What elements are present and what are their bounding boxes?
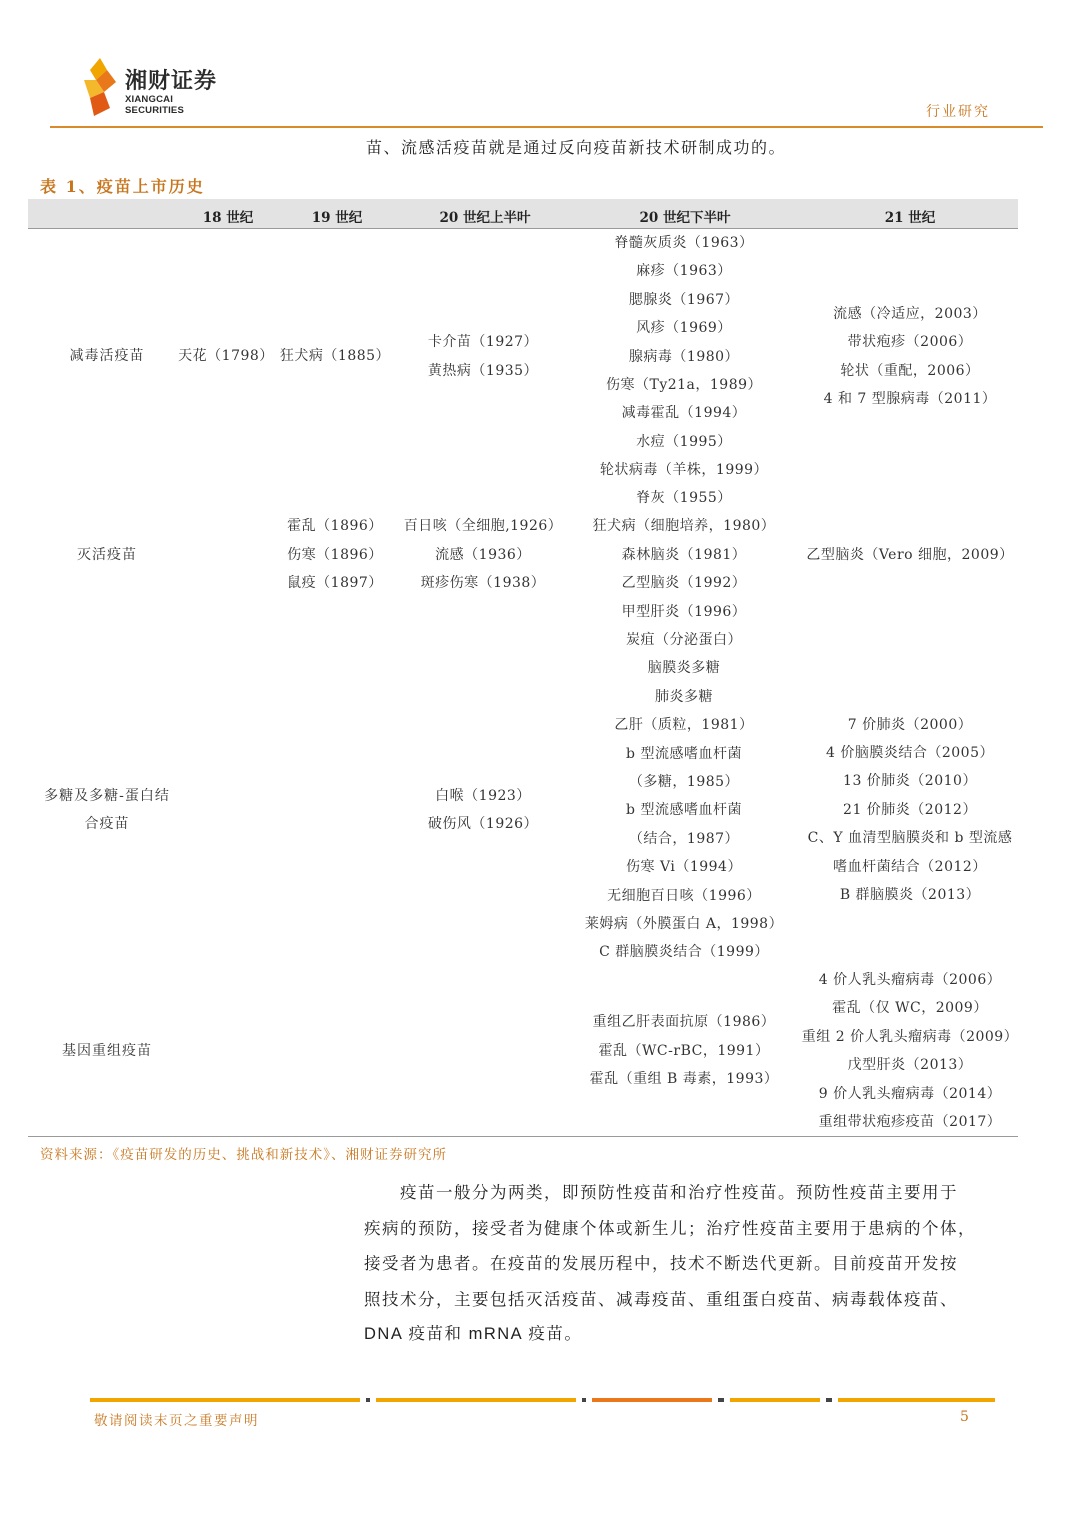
vaccine-entry: B 群脑膜炎（2013） — [839, 887, 981, 904]
vaccine-entry: 狂犬病（1885） — [279, 348, 391, 365]
vaccine-entry: 带状疱疹（2006） — [847, 334, 973, 351]
table-cell — [600, 229, 768, 485]
table-cell — [287, 512, 383, 597]
column-header-late-20th-century: 20 世纪下半叶 — [639, 210, 731, 226]
vaccine-entry: 戊型肝炎（2013） — [847, 1057, 973, 1074]
footer-decorative-bar — [90, 1398, 995, 1402]
row-label — [44, 782, 170, 839]
table-cell — [806, 541, 1013, 569]
vaccine-entry: 减毒霍乱（1994） — [621, 405, 747, 422]
page-number: 5 — [960, 1409, 969, 1425]
vaccine-entry: 腮腺炎（1967） — [628, 291, 740, 308]
vaccine-entry: 鼠疫（1897） — [287, 575, 383, 592]
vaccine-entry: 水痘（1995） — [636, 433, 732, 450]
intro-text: 苗、流感活疫苗就是通过反向疫苗新技术研制成功的。 — [366, 138, 787, 157]
vaccine-entry: 乙肝（质粒，1981） — [614, 717, 754, 734]
vaccine-entry: 腺病毒（1980） — [628, 348, 740, 365]
vaccine-entry: 霍乱（仅 WC，2009） — [832, 1000, 988, 1017]
vaccine-entry: 伤寒 Vi（1994） — [626, 859, 742, 876]
vaccine-entry: b 型流感嗜血杆菌 — [626, 802, 742, 819]
vaccine-entry: 黄热病（1935） — [427, 362, 539, 379]
vaccine-entry: 4 价脑膜炎结合（2005） — [826, 745, 994, 761]
table-cell — [585, 626, 783, 967]
table-header-row — [28, 199, 1018, 229]
header-divider — [50, 126, 1043, 128]
vaccine-entry: 重组乙肝表面抗原（1986） — [592, 1014, 776, 1031]
vaccine-entry: 9 价人乳头瘤病毒（2014） — [818, 1085, 1002, 1102]
vaccine-entry: 霍乱（1896） — [287, 518, 383, 535]
body-paragraph — [364, 1175, 1004, 1353]
vaccine-entry: （结合，1987） — [628, 830, 740, 847]
row-label — [77, 541, 137, 569]
vaccine-entry: 肺炎多糖 — [654, 688, 713, 705]
vaccine-entry: 重组 2 价人乳头瘤病毒（2009） — [801, 1028, 1019, 1045]
vaccine-entry: 炭疽（分泌蛋白） — [625, 632, 742, 648]
row-label-line: 减毒活疫苗 — [69, 348, 145, 365]
table-cell — [428, 782, 538, 839]
vaccine-entry: 破伤风（1926） — [427, 816, 539, 832]
vaccine-entry: （多糖，1985） — [628, 774, 740, 791]
row-label-line: 合疫苗 — [84, 816, 130, 832]
vaccine-entry: 莱姆病（外膜蛋白 A，1998） — [584, 916, 784, 933]
paragraph-line: DNA 疫苗和 mRNA 疫苗。 — [364, 1325, 583, 1343]
column-header-21st-century: 21 世纪 — [884, 210, 936, 226]
logo-chinese-name: 湘财证券 — [125, 69, 218, 94]
row-label — [70, 342, 145, 370]
vaccine-entry: 麻疹（1963） — [636, 263, 732, 280]
paragraph-line: 接受者为患者。在疫苗的发展历程中，技术不断迭代更新。目前疫苗开发按 — [364, 1254, 958, 1273]
vaccine-entry: 轮状（重配，2006） — [840, 362, 980, 379]
table-cell — [178, 342, 274, 370]
vaccine-entry: 白喉（1923） — [435, 787, 531, 804]
vaccine-entry: 乙型脑炎（Vero 细胞，2009） — [806, 546, 1014, 563]
vaccine-entry: 百日咳（全细胞,1926） — [403, 518, 563, 535]
vaccine-entry: 卡介苗（1927） — [427, 334, 539, 351]
table-cell — [593, 484, 776, 626]
vaccine-entry: 斑疹伤寒（1938） — [420, 575, 546, 592]
vaccine-entry: 嗜血杆菌结合（2012） — [833, 858, 987, 875]
logo-mark-icon — [82, 58, 120, 118]
section-tag: 行业研究 — [926, 104, 990, 120]
paragraph-line: 疫苗一般分为两类，即预防性疫苗和治疗性疫苗。预防性疫苗主要用于 — [364, 1183, 958, 1202]
vaccine-entry: 霍乱（重组 B 毒素，1993） — [589, 1071, 779, 1088]
row-label-line: 灭活疫苗 — [77, 546, 137, 563]
table-cell — [428, 328, 538, 385]
vaccine-entry: 无细胞百日咳（1996） — [607, 887, 761, 904]
table-cell — [808, 711, 1013, 910]
vaccine-entry: C 群脑膜炎结合（1999） — [599, 944, 769, 961]
logo-english-name: XIANGCAI SECURITIES — [125, 94, 185, 116]
vaccine-entry: 13 价肺炎（2010） — [843, 773, 977, 790]
vaccine-entry: 4 和 7 型腺病毒（2011） — [823, 390, 997, 407]
vaccine-entry: 伤寒（1896） — [287, 546, 383, 563]
company-logo — [82, 58, 232, 118]
vaccine-entry: 天花（1798） — [178, 348, 274, 365]
table-bottom-rule — [28, 1136, 1018, 1137]
vaccine-entry: 甲型肝炎（1996） — [621, 603, 747, 620]
vaccine-entry: 脊髓灰质炎（1963） — [614, 235, 754, 251]
column-header-early-20th-century: 20 世纪上半叶 — [439, 210, 531, 226]
row-label-line: 多糖及多糖-蛋白结 — [44, 787, 170, 804]
vaccine-entry: 风疹（1969） — [636, 320, 732, 337]
row-label — [62, 1037, 152, 1065]
paragraph-line: 疾病的预防，接受者为健康个体或新生儿；治疗性疫苗主要用于患病的个体， — [364, 1218, 976, 1238]
vaccine-entry: 流感（1936） — [435, 546, 531, 563]
table-title: 表 1、疫苗上市历史 — [40, 177, 205, 196]
table-cell — [802, 966, 1018, 1136]
column-header-19th-century: 19 世纪 — [311, 210, 363, 226]
vaccine-entry: 狂犬病（细胞培养，1980） — [592, 518, 776, 535]
vaccine-entry: 脑膜炎多糖 — [647, 660, 721, 677]
vaccine-entry: 脊灰（1955） — [636, 490, 732, 506]
table-source-note: 资料来源：《疫苗研发的历史、挑战和新技术》、湘财证券研究所 — [40, 1147, 447, 1163]
vaccine-entry: 乙型脑炎（1992） — [621, 575, 747, 592]
column-header-18th-century: 18 世纪 — [202, 210, 254, 226]
vaccine-entry: 21 价肺炎（2012） — [843, 801, 977, 818]
table-cell — [280, 342, 390, 370]
table-cell — [824, 300, 997, 414]
vaccine-entry: b 型流感嗜血杆菌 — [626, 745, 742, 762]
vaccine-entry: 4 价人乳头瘤病毒（2006） — [818, 972, 1002, 988]
row-label-line: 基因重组疫苗 — [62, 1042, 152, 1059]
vaccine-entry: 轮状病毒（羊株，1999） — [599, 462, 769, 479]
footer-disclaimer: 敬请阅读末页之重要声明 — [94, 1413, 259, 1429]
vaccine-entry: 重组带状疱疹疫苗（2017） — [818, 1114, 1002, 1131]
vaccine-entry: C、Y 血清型脑膜炎和 b 型流感 — [807, 830, 1013, 847]
vaccine-entry: 森林脑炎（1981） — [621, 546, 747, 563]
vaccine-entry: 流感（冷适应，2003） — [833, 305, 987, 322]
table-cell — [590, 1008, 779, 1093]
vaccine-entry: 7 价肺炎（2000） — [847, 716, 973, 733]
vaccine-entry: 霍乱（WC-rBC，1991） — [598, 1042, 770, 1059]
paragraph-line: 照技术分，主要包括灭活疫苗、减毒疫苗、重组蛋白疫苗、病毒载体疫苗、 — [364, 1289, 958, 1309]
vaccine-entry: 伤寒（Ty21a，1989） — [605, 377, 763, 394]
table-cell — [404, 512, 563, 597]
